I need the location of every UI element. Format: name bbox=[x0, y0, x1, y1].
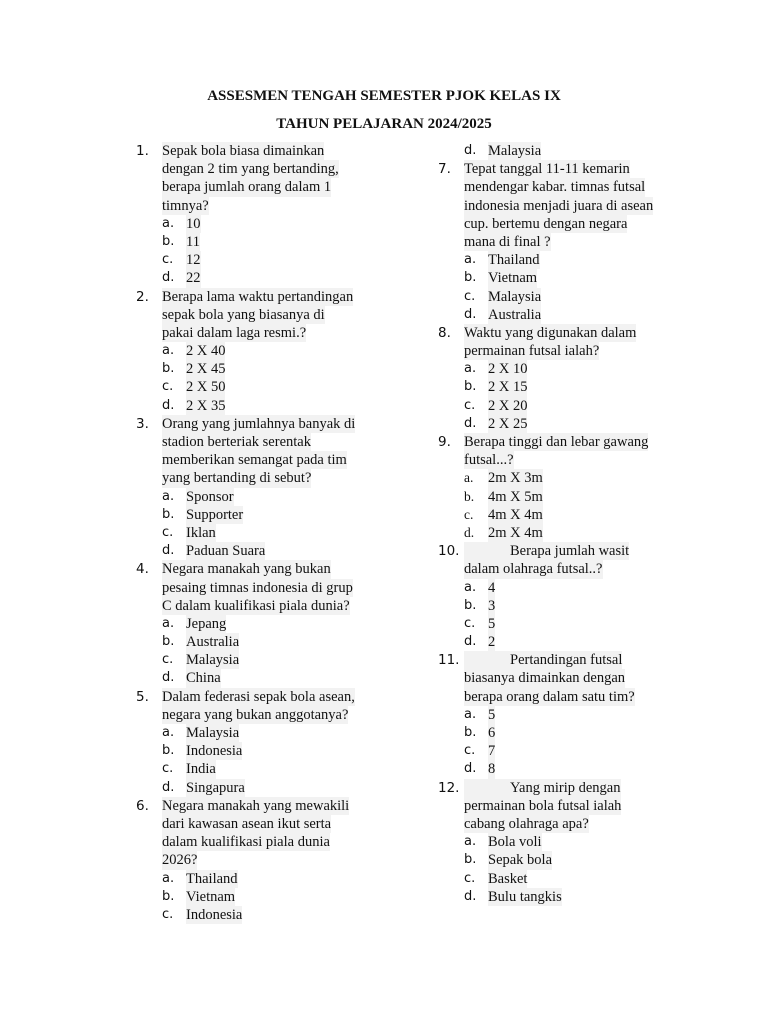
question-text: permainan bola futsal ialah bbox=[464, 797, 622, 814]
option-text: 5 bbox=[488, 615, 496, 632]
answer-option bbox=[136, 651, 368, 669]
question-text: dari kawasan asean ikut serta bbox=[162, 815, 332, 832]
option-letter: b. bbox=[162, 506, 175, 522]
question-text: futsal...? bbox=[464, 452, 514, 469]
option-letter: a. bbox=[464, 579, 477, 595]
question-number: 8. bbox=[438, 324, 451, 341]
question-column-right bbox=[438, 142, 670, 906]
option-letter: b. bbox=[162, 634, 175, 650]
option-text: 2 X 25 bbox=[488, 415, 528, 432]
answer-option bbox=[136, 524, 368, 542]
option-letter: a. bbox=[162, 488, 175, 504]
option-text: 4m X 4m bbox=[488, 506, 543, 523]
question-line bbox=[136, 469, 368, 487]
answer-option bbox=[438, 888, 670, 906]
question-text: Berapa jumlah wasit bbox=[464, 542, 629, 560]
question-text: cup. bertemu dengan negara bbox=[464, 215, 628, 232]
option-text: 2 X 15 bbox=[488, 379, 528, 396]
option-letter: b. bbox=[464, 597, 477, 613]
option-text: 2m X 3m bbox=[488, 470, 543, 487]
option-letter: c. bbox=[162, 652, 174, 668]
question-line bbox=[438, 178, 670, 196]
question-number: 5. bbox=[136, 688, 149, 705]
option-text: Bola voli bbox=[488, 834, 542, 851]
question-line bbox=[438, 215, 670, 233]
answer-option bbox=[136, 760, 368, 778]
option-letter: b. bbox=[464, 488, 475, 504]
answer-option bbox=[136, 360, 368, 378]
option-letter: d. bbox=[464, 415, 477, 431]
option-letter: a. bbox=[162, 870, 175, 886]
option-text: Paduan Suara bbox=[186, 543, 266, 560]
answer-option bbox=[136, 506, 368, 524]
question-text: Negara manakah yang bukan bbox=[162, 561, 331, 578]
answer-option bbox=[438, 306, 670, 324]
option-letter: c. bbox=[162, 379, 174, 395]
answer-option bbox=[136, 906, 368, 924]
answer-option bbox=[438, 706, 670, 724]
option-text: 10 bbox=[186, 215, 201, 232]
answer-option bbox=[438, 597, 670, 615]
option-letter: b. bbox=[162, 361, 175, 377]
option-text: India bbox=[186, 761, 216, 778]
option-text: Australia bbox=[186, 634, 240, 651]
option-letter: b. bbox=[162, 888, 175, 904]
question-line bbox=[438, 433, 670, 451]
option-text: 2 X 10 bbox=[488, 361, 528, 378]
question-text: sepak bola yang biasanya di bbox=[162, 306, 325, 323]
answer-option bbox=[438, 397, 670, 415]
option-letter: c. bbox=[464, 506, 474, 522]
answer-option bbox=[136, 269, 368, 287]
option-text: 4 bbox=[488, 579, 496, 596]
question-text: Yang mirip dengan bbox=[464, 779, 621, 797]
option-text: 2 X 45 bbox=[186, 361, 226, 378]
option-text: 12 bbox=[186, 252, 201, 269]
question-text: C dalam kualifikasi piala dunia? bbox=[162, 597, 350, 614]
option-letter: c. bbox=[464, 615, 476, 631]
question-text: mana di final ? bbox=[464, 233, 551, 250]
question-number: 9. bbox=[438, 434, 451, 450]
answer-option bbox=[136, 615, 368, 633]
option-text: Malaysia bbox=[186, 652, 240, 669]
option-text: Indonesia bbox=[186, 743, 243, 760]
question-line bbox=[136, 433, 368, 451]
question-line bbox=[438, 815, 670, 833]
answer-option bbox=[438, 269, 670, 287]
question-text: Pertandingan futsal bbox=[464, 651, 622, 669]
option-text: Indonesia bbox=[186, 906, 243, 923]
option-letter: d. bbox=[162, 670, 175, 686]
option-letter: b. bbox=[162, 743, 175, 759]
option-text: 8 bbox=[488, 761, 496, 778]
option-letter: a. bbox=[162, 215, 175, 231]
question-line bbox=[438, 542, 670, 560]
option-text: 2 X 50 bbox=[186, 379, 226, 396]
option-letter: a. bbox=[162, 615, 175, 631]
question-text: berapa orang dalam satu tim? bbox=[464, 688, 635, 705]
option-text: Jepang bbox=[186, 615, 227, 632]
option-text: Sponsor bbox=[186, 488, 234, 505]
option-letter: b. bbox=[162, 233, 175, 249]
option-text: China bbox=[186, 670, 221, 687]
answer-option bbox=[438, 378, 670, 396]
option-letter: d. bbox=[464, 306, 477, 322]
option-letter: a. bbox=[162, 725, 175, 740]
answer-option bbox=[136, 742, 368, 760]
option-letter: a. bbox=[162, 343, 175, 359]
answer-option bbox=[136, 378, 368, 396]
option-letter: c. bbox=[464, 743, 476, 759]
option-letter: d. bbox=[464, 524, 475, 540]
question-line bbox=[438, 688, 670, 706]
question-text: pesaing timnas indonesia di grup bbox=[162, 579, 353, 596]
answer-option bbox=[438, 506, 670, 524]
question-line bbox=[136, 415, 368, 433]
option-text: 2m X 4m bbox=[488, 524, 543, 541]
option-letter: a. bbox=[464, 706, 477, 722]
question-number: 2. bbox=[136, 288, 149, 305]
question-line bbox=[438, 669, 670, 687]
answer-option bbox=[438, 615, 670, 633]
option-text: Thailand bbox=[488, 252, 540, 269]
answer-option bbox=[136, 633, 368, 651]
option-text: Malaysia bbox=[488, 143, 542, 159]
option-letter: b. bbox=[464, 725, 477, 740]
answer-option bbox=[438, 251, 670, 269]
question-text: pakai dalam laga resmi.? bbox=[162, 324, 307, 341]
option-text: 7 bbox=[488, 743, 496, 760]
question-text: stadion berteriak serentak bbox=[162, 434, 311, 450]
question-text: biasanya dimainkan dengan bbox=[464, 670, 626, 687]
question-line bbox=[136, 197, 368, 215]
option-text: 2 bbox=[488, 634, 496, 651]
option-letter: c. bbox=[464, 288, 476, 304]
option-text: 11 bbox=[186, 233, 200, 250]
question-text: Negara manakah yang mewakili bbox=[162, 797, 350, 814]
question-column-left bbox=[136, 142, 368, 924]
question-line bbox=[438, 797, 670, 815]
answer-option bbox=[438, 851, 670, 869]
answer-option bbox=[136, 542, 368, 560]
option-text: Supporter bbox=[186, 506, 244, 523]
option-text: Basket bbox=[488, 870, 528, 887]
exam-title: ASSESMEN TENGAH SEMESTER PJOK KELAS IX bbox=[207, 88, 561, 104]
answer-option bbox=[136, 779, 368, 797]
question-number: 12. bbox=[438, 779, 460, 796]
answer-option bbox=[136, 215, 368, 233]
option-letter: c. bbox=[464, 397, 476, 413]
question-text: permainan futsal ialah? bbox=[464, 343, 600, 360]
option-letter: b. bbox=[464, 379, 477, 395]
option-letter: a. bbox=[464, 361, 477, 377]
option-letter: d. bbox=[464, 634, 477, 650]
question-text: indonesia menjadi juara di asean bbox=[464, 197, 654, 214]
option-text: 3 bbox=[488, 597, 496, 614]
option-letter: b. bbox=[464, 852, 477, 868]
answer-option bbox=[136, 488, 368, 506]
option-text: Singapura bbox=[186, 779, 245, 796]
option-text: 2 X 35 bbox=[186, 397, 226, 414]
answer-option bbox=[136, 233, 368, 251]
question-text: Orang yang jumlahnya banyak di bbox=[162, 415, 356, 432]
answer-option bbox=[438, 288, 670, 306]
answer-option bbox=[136, 397, 368, 415]
answer-option bbox=[438, 724, 670, 742]
option-text: Malaysia bbox=[186, 725, 240, 741]
answer-option bbox=[438, 870, 670, 888]
question-number: 7. bbox=[438, 161, 451, 178]
option-text: Thailand bbox=[186, 870, 238, 887]
question-number: 6. bbox=[136, 797, 149, 814]
question-line bbox=[136, 560, 368, 578]
question-line bbox=[136, 797, 368, 815]
question-text: yang bertanding di sebut? bbox=[162, 470, 312, 487]
question-line bbox=[438, 197, 670, 215]
question-text: Dalam federasi sepak bola asean, bbox=[162, 688, 355, 705]
option-letter: d. bbox=[162, 397, 175, 413]
question-line bbox=[136, 451, 368, 469]
option-letter: d. bbox=[162, 543, 175, 559]
question-number: 3. bbox=[136, 415, 149, 432]
answer-option bbox=[438, 633, 670, 651]
question-text: memberikan semangat pada tim bbox=[162, 452, 347, 469]
question-line bbox=[438, 651, 670, 669]
option-letter: d. bbox=[162, 779, 175, 795]
answer-option bbox=[438, 524, 670, 542]
question-line bbox=[136, 306, 368, 324]
question-text: berapa jumlah orang dalam 1 bbox=[162, 179, 332, 196]
question-text: mendengar kabar. timnas futsal bbox=[464, 179, 646, 196]
option-letter: d. bbox=[464, 761, 477, 777]
question-text: Tepat tanggal 11-11 kemarin bbox=[464, 161, 630, 178]
question-text: dengan 2 tim yang bertanding, bbox=[162, 161, 339, 178]
answer-option bbox=[438, 742, 670, 760]
option-letter: c. bbox=[162, 906, 174, 922]
option-text: Sepak bola bbox=[488, 852, 553, 869]
option-text: 2 X 20 bbox=[488, 397, 528, 414]
option-letter: d. bbox=[464, 888, 477, 904]
question-number: 11. bbox=[438, 652, 460, 669]
question-line bbox=[136, 688, 368, 706]
question-number: 4. bbox=[136, 561, 149, 578]
option-letter: c. bbox=[162, 761, 174, 777]
question-text: Berapa lama waktu pertandingan bbox=[162, 288, 354, 305]
question-line bbox=[438, 451, 670, 469]
answer-option bbox=[438, 579, 670, 597]
question-line bbox=[438, 233, 670, 251]
option-text: 22 bbox=[186, 270, 201, 287]
question-line bbox=[136, 288, 368, 306]
answer-option bbox=[438, 415, 670, 433]
question-line bbox=[136, 324, 368, 342]
question-number: 1. bbox=[136, 143, 149, 159]
answer-option bbox=[136, 669, 368, 687]
question-line bbox=[438, 779, 670, 797]
option-text: Vietnam bbox=[488, 270, 538, 287]
question-line bbox=[438, 342, 670, 360]
question-line bbox=[136, 833, 368, 851]
option-text: Bulu tangkis bbox=[488, 888, 562, 905]
option-text: Malaysia bbox=[488, 288, 542, 305]
question-line bbox=[438, 560, 670, 578]
question-line bbox=[136, 160, 368, 178]
question-line bbox=[438, 160, 670, 178]
option-letter: a. bbox=[464, 252, 477, 268]
question-line bbox=[136, 142, 368, 160]
option-letter: a. bbox=[464, 834, 477, 850]
question-text: timnya? bbox=[162, 197, 209, 214]
question-line bbox=[136, 579, 368, 597]
answer-option bbox=[438, 360, 670, 378]
question-line bbox=[136, 597, 368, 615]
question-text: cabang olahraga apa? bbox=[464, 815, 589, 832]
option-letter: a. bbox=[464, 470, 474, 486]
question-text: negara yang bukan anggotanya? bbox=[162, 706, 349, 723]
answer-option bbox=[438, 488, 670, 506]
option-text: Iklan bbox=[186, 524, 216, 541]
answer-option bbox=[136, 888, 368, 906]
option-letter: b. bbox=[464, 270, 477, 286]
option-letter: d. bbox=[464, 143, 477, 158]
option-letter: c. bbox=[464, 870, 476, 886]
answer-option bbox=[136, 870, 368, 888]
option-text: Australia bbox=[488, 306, 542, 323]
question-text: Sepak bola biasa dimainkan bbox=[162, 143, 325, 159]
question-number: 10. bbox=[438, 543, 460, 560]
option-letter: c. bbox=[162, 524, 174, 540]
option-text: 6 bbox=[488, 725, 496, 741]
question-text: Berapa tinggi dan lebar gawang bbox=[464, 434, 649, 450]
question-line bbox=[136, 178, 368, 196]
option-text: 5 bbox=[488, 706, 496, 723]
question-line bbox=[136, 815, 368, 833]
option-text: Vietnam bbox=[186, 888, 236, 905]
answer-option bbox=[438, 833, 670, 851]
answer-option bbox=[438, 142, 670, 160]
question-text: Waktu yang digunakan dalam bbox=[464, 324, 637, 341]
answer-option bbox=[438, 469, 670, 487]
option-text: 2 X 40 bbox=[186, 343, 226, 360]
answer-option bbox=[136, 724, 368, 742]
option-text: 4m X 5m bbox=[488, 488, 543, 505]
option-letter: d. bbox=[162, 270, 175, 286]
question-text: dalam olahraga futsal..? bbox=[464, 561, 603, 578]
academic-year-title: TAHUN PELAJARAN 2024/2025 bbox=[276, 116, 492, 132]
question-text: 2026? bbox=[162, 852, 198, 869]
question-line bbox=[136, 851, 368, 869]
option-letter: c. bbox=[162, 252, 174, 268]
answer-option bbox=[136, 342, 368, 360]
question-line bbox=[136, 706, 368, 724]
answer-option bbox=[136, 251, 368, 269]
question-text: dalam kualifikasi piala dunia bbox=[162, 834, 330, 851]
answer-option bbox=[438, 760, 670, 778]
question-line bbox=[438, 324, 670, 342]
